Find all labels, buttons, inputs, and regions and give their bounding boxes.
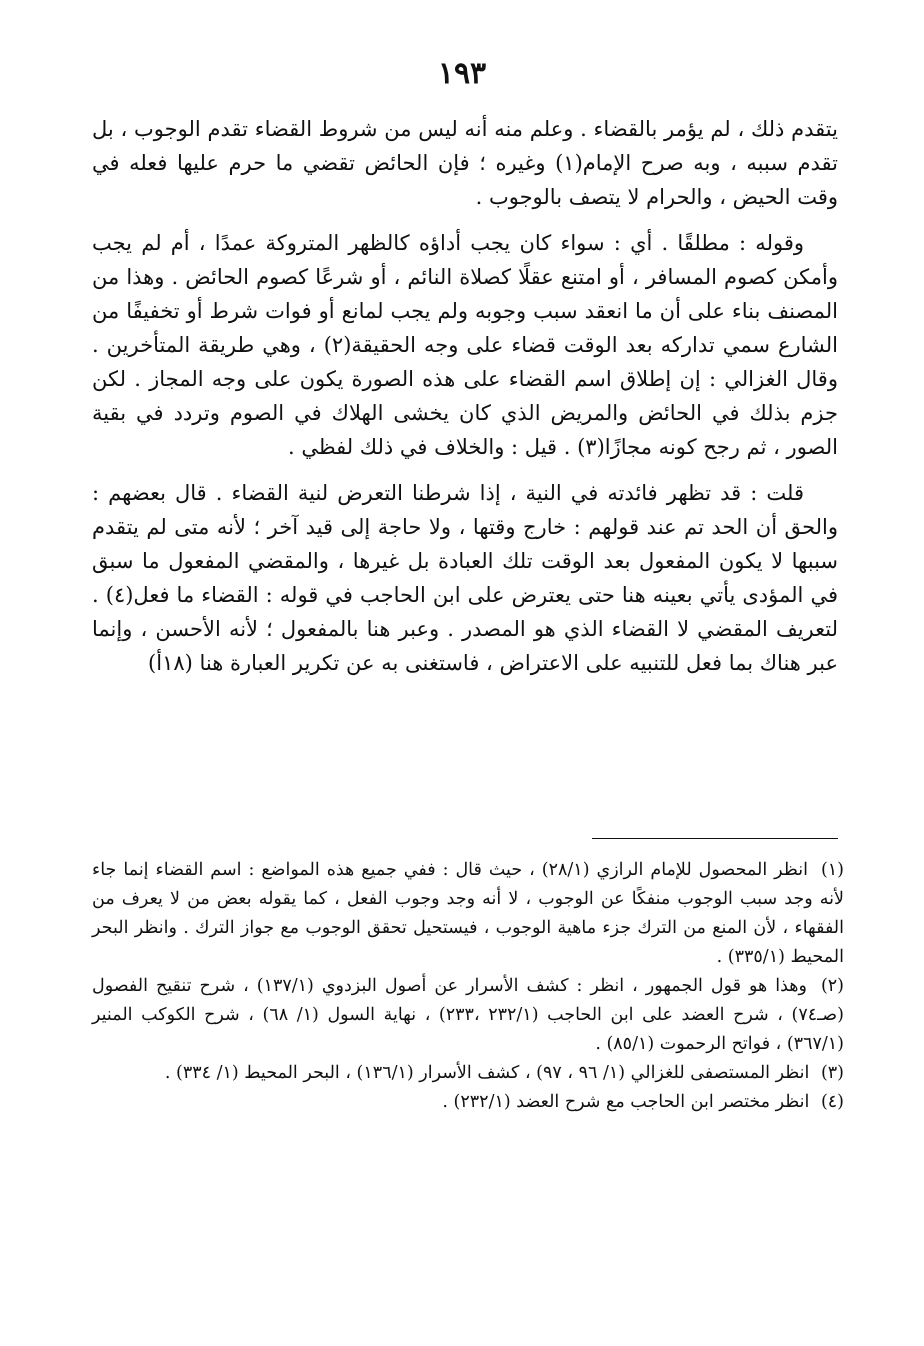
footnote-number: (٣) [820,1063,844,1083]
footnote [92,1059,844,1088]
paragraph: يتقدم ذلك ، لم يؤمر بالقضاء . وعلم منه أنه ليس من شروط القضاء تقدم الوجوب ، بل تقدم سببه ، وبه صرح الإمام(١) وغيره ؛ فإن الحائض تقضي ما حرم عليها فعله في وقت الحيض ، والحرام لا يتصف بالوجوب . [92,117,838,209]
footnote [92,1088,844,1117]
footnote-number: (٤) [820,1092,844,1112]
footnote-text: انظر المستصفى للغزالي (١/ ٩٦ ، ٩٧) ، كشف الأسرار (١٣٦/١) ، البحر المحيط (١/ ٣٣٤) . [164,1063,810,1083]
footnote [92,972,844,1059]
paragraph: وقوله : مطلقًا . أي : سواء كان يجب أداؤه كالظهر المتروكة عمدًا ، أم لم يجب وأمكن كصوم المسافر ، أو امتنع عقلًا كصلاة النائم ، أو شرعًا كصوم الحائض . وهذا من المصنف بناء على أن ما انعقد سبب وجوبه ولم يجب لمانع أو فوات شرط أو تخفيفًا من الشارع سمي تداركه بعد الوقت قضاء على وجه الحقيقة(٢) ، وهي طريقة المتأخرين . وقال الغزالي : إن إطلاق اسم القضاء على هذه الصورة يكون على وجه المجاز . لكن جزم بذلك في الحائض والمريض الذي كان يخشى الهلاك في الصوم وتردد في بقية الصور ، ثم رجح كونه مجازًا(٣) . قيل : والخلاف في ذلك لفظي . [92,231,839,459]
footnote-text: وهذا هو قول الجمهور ، انظر : كشف الأسرار عن أصول البزدوي (١٣٧/١) ، شرح تنقيح الفصول (صـ٧٤) ، شرح العضد على ابن الحاجب (٢٣٢/١ ،٢٣٣) ، نهاية السول (١/ ٦٨) ، شرح الكوكب المنير (٣٦٧/١) ، فواتح الرحموت (٨٥/١) . [92,976,844,1054]
page-number: ١٩٣ [437,56,487,91]
footnote-divider [592,838,838,839]
footnote-text: انظر المحصول للإمام الرازي (٢٨/١) ، حيث قال : ففي جميع هذه المواضع : اسم القضاء إنما جاء لأنه وجد سبب الوجوب منفكًا عن الوجوب ، لا أنه وجد وجوب الفعل ، كما يقوله بعض من لا يعرف من الفقهاء ، لأن المنع من الترك جزء ماهية الوجوب ، فيستحيل تحقق الوجوب مع جواز الترك . وانظر البحر المحيط (٣٣٥/١) . [92,860,844,967]
footnotes [92,856,844,1117]
footnote-text: انظر مختصر ابن الحاجب مع شرح العضد (٢٣٢/١) . [442,1092,810,1112]
paragraph: قلت : قد تظهر فائدته في النية ، إذا شرطنا التعرض لنية القضاء . قال بعضهم : والحق أن الحد تم عند قولهم : خارج وقتها ، ولا حاجة إلى قيد آخر ؛ لأنه متى لم يتقدم سببها لا يكون المفعول بعد الوقت تلك العبادة بل غيرها ، والمقضي المفعول ما سبق في المؤدى يأتي بعينه هنا حتى يعترض على ابن الحاجب في قوله : القضاء ما فعل(٤) . لتعريف المقضي لا القضاء الذي هو المصدر . وعبر هنا بالمفعول ؛ لأنه الأحسن ، وإنما عبر هناك بما فعل للتنبيه على الاعتراض ، فاستغنى به عن تكرير العبارة هنا (١٨أ) [92,481,838,675]
footnote-number: (٢) [820,976,844,996]
footnote [92,856,844,972]
main-text-body [92,112,838,692]
footnote-number: (١) [820,860,844,880]
